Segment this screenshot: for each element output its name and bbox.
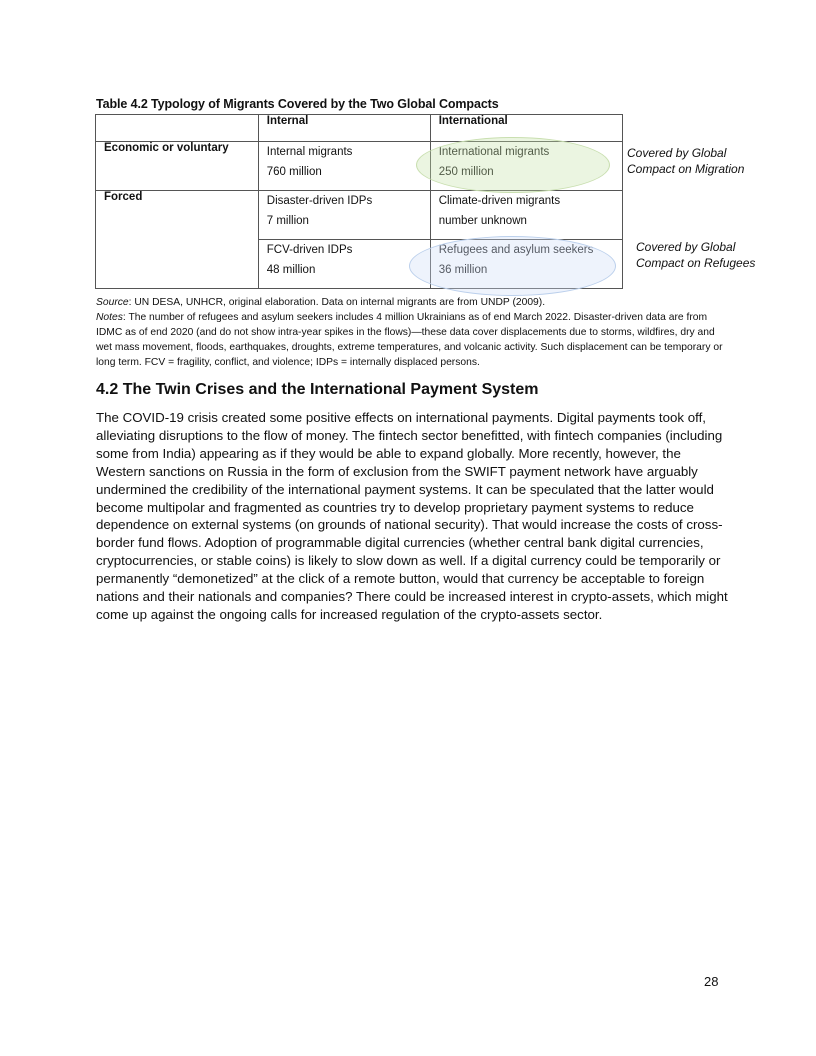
cell-international-migrants: [430, 142, 622, 191]
cell-name: Disaster-driven IDPs: [266, 195, 373, 207]
cell-value: number unknown: [438, 215, 527, 227]
table-header-row: [96, 115, 623, 142]
cell-value: 48 million: [266, 264, 316, 276]
table-notes: [96, 295, 726, 370]
cell-value: 760 million: [266, 166, 322, 178]
notes-note: [96, 310, 726, 370]
cell-value: 250 million: [438, 166, 494, 178]
cell-name: Internal migrants: [266, 146, 353, 158]
header-international: International: [430, 115, 622, 142]
table-row-forced-1: [96, 191, 623, 240]
annotation-refugee-compact: Covered by Global Compact on Refugees: [636, 240, 756, 270]
notes-label: Notes: [96, 312, 123, 323]
notes-text: : The number of refugees and asylum seekers includes 4 million Ukrainians as of end March 2022. Disaster-driven data are from IDMC as of end 2020 (and do not show intra-year spikes in the flows)—these data cover displacements due to storms, wildfires, dry and wet mass movement, floods, earthquakes, droughts, extreme temperatures, and volcanic activity. Such displacement can be temporary or long term. FCV = fragility, conflict, and violence; IDPs = internally displaced persons.: [96, 312, 723, 368]
section-heading: 4.2 The Twin Crises and the International Payment System: [96, 381, 539, 398]
cell-fcv-idps: [258, 240, 430, 289]
section-body: The COVID-19 crisis created some positive effects on international payments. Digital payments took off, alleviating disruptions to the flow of money. The fintech sector benefitted, with fintech companies (including some from India) appearing as if they would be able to expand globally. More recently, however, the Western sanctions on Russia in the form of exclusion from the SWIFT payment network have arguably undermined the credibility of the international payment systems. It can be speculated that the latter would become multipolar and fragmented as countries try to develop proprietary payment systems to reduce dependence on external systems (on grounds of national security). That would increase the costs of cross-border fund flows. Adoption of programmable digital currencies (whether central bank digital currencies, cryptocurrencies, or stable coins) is likely to slow down as well. If a digital currency could be temporarily or permanently “demonetized” at the click of a remote button, would that currency be acceptable to foreign nations and their nationals and companies? There could be increased interest in crypto-assets, which might come up against the ongoing calls for increased regulation of the crypto-assets sector.: [96, 410, 728, 622]
cell-value: 7 million: [266, 215, 309, 227]
table-caption: Table 4.2 Typology of Migrants Covered by the Two Global Compacts: [96, 97, 499, 111]
header-empty-cell: [96, 115, 259, 142]
row-label-economic: Economic or voluntary: [96, 142, 259, 191]
table-row-economic: [96, 142, 623, 191]
cell-disaster-idps: [258, 191, 430, 240]
cell-value: 36 million: [438, 264, 488, 276]
source-text: : UN DESA, UNHCR, original elaboration. Data on internal migrants are from UNDP (2009).: [128, 297, 546, 308]
cell-name: FCV-driven IDPs: [266, 244, 353, 256]
source-label: Source: [96, 297, 129, 308]
cell-name: Climate-driven migrants: [438, 195, 561, 207]
header-internal: Internal: [258, 115, 430, 142]
row-label-forced: Forced: [96, 191, 259, 289]
cell-climate-migrants: [430, 191, 622, 240]
cell-name: International migrants: [438, 146, 550, 158]
cell-name: Refugees and asylum seekers: [438, 244, 594, 256]
annotation-migration-compact: Covered by Global Compact on Migration: [627, 146, 745, 176]
source-note: [96, 295, 726, 310]
migrant-typology-table: [95, 114, 623, 289]
cell-internal-migrants: [258, 142, 430, 191]
page-number: 28: [704, 974, 719, 989]
cell-refugees: [430, 240, 622, 289]
